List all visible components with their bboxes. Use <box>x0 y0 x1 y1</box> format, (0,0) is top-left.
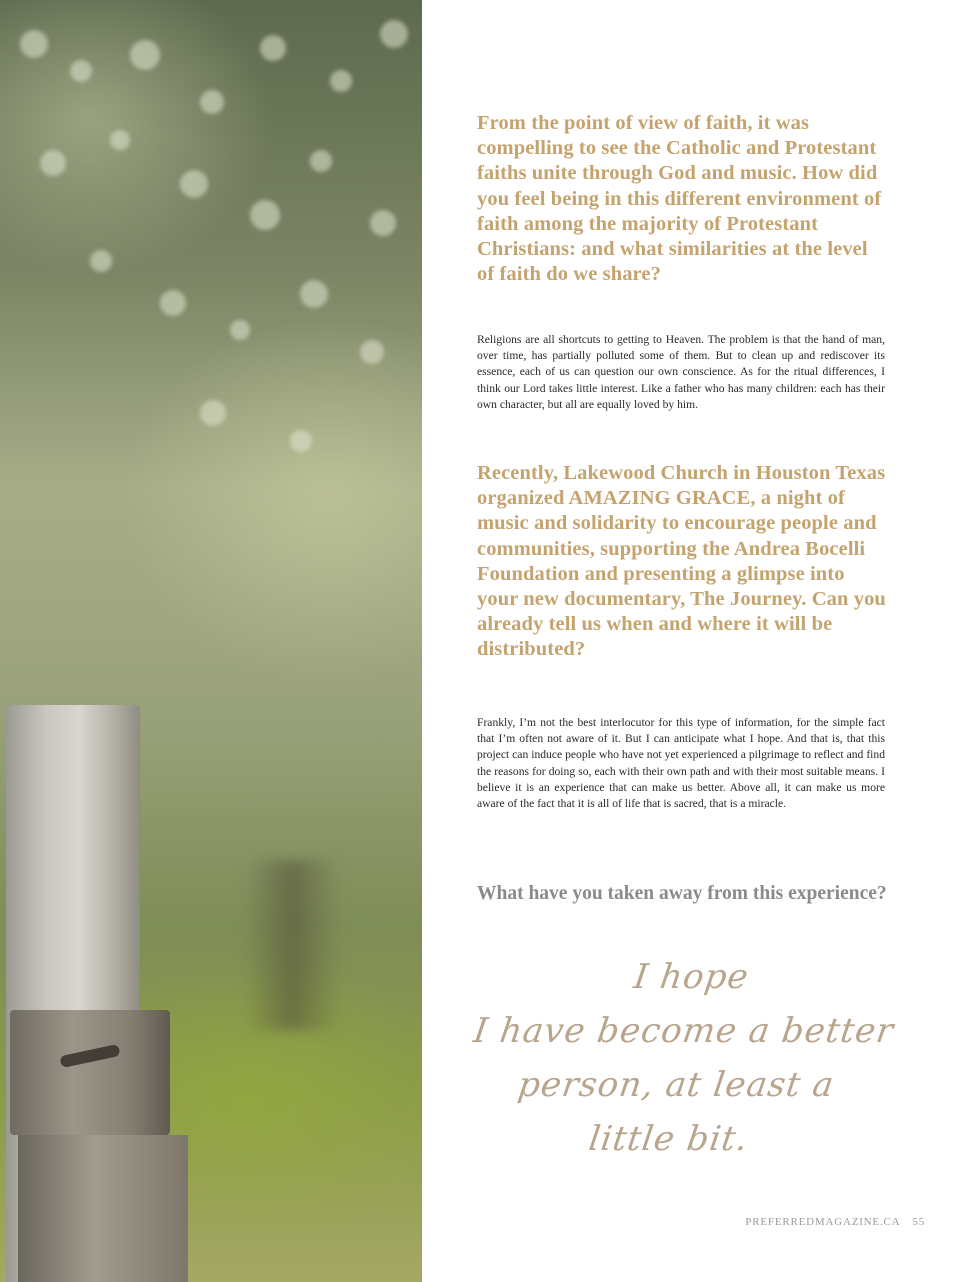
pull-quote-line: person, at least a <box>515 1065 837 1105</box>
pull-quote-line: little bit. <box>586 1119 751 1159</box>
footer-site: PREFERREDMAGAZINE.CA <box>745 1216 901 1228</box>
question-3: What have you taken away from this experience? <box>477 883 887 904</box>
answer-2: Frankly, I’m not the best interlocutor for this type of information, for the simple fact that I’m often not aware of it. But I can anticipate what I hope. And that is, that this project can induce people who have not yet experienced a pilgrimage to reflect and find the reasons for doing so, each with their own path and with their most suitable means. I believe it is an experience that can make us better. Above all, it can make us more aware of the fact that it is all of life that is sacred, that is a miracle. <box>477 716 885 811</box>
photo-fence-post-trees <box>0 0 422 1282</box>
question-1: From the point of view of faith, it was compelling to see the Catholic and Protestant faiths unite through God and music. How did you feel being in this different environment of faith among the majority of Protestant Christians: and what similarities at the level of faith do we share? <box>477 112 882 286</box>
answer-1: Religions are all shortcuts to getting to Heaven. The problem is that the hand of man, over time, has partially polluted some of them. But to clean up and rediscover its essence, each of us can question our own conscience. As for the ritual differences, I think our Lord takes little interest. Like a father who has many children: each has their own character, but all are equally loved by him. <box>477 333 885 411</box>
page-footer <box>700 1216 925 1228</box>
pull-quote-line: I hope <box>631 957 752 997</box>
question-2: Recently, Lakewood Church in Houston Texas organized AMAZING GRACE, a night of music and solidarity to encourage people and communities, supporting the Andrea Bocelli Foundation and presenting a glimpse into your new documentary, The Journey. Can you already tell us when and where it will be distributed? <box>477 462 886 661</box>
page-number: 55 <box>912 1216 925 1228</box>
pull-quote <box>455 950 905 1166</box>
pull-quote-line: I have become a better <box>471 1011 897 1051</box>
